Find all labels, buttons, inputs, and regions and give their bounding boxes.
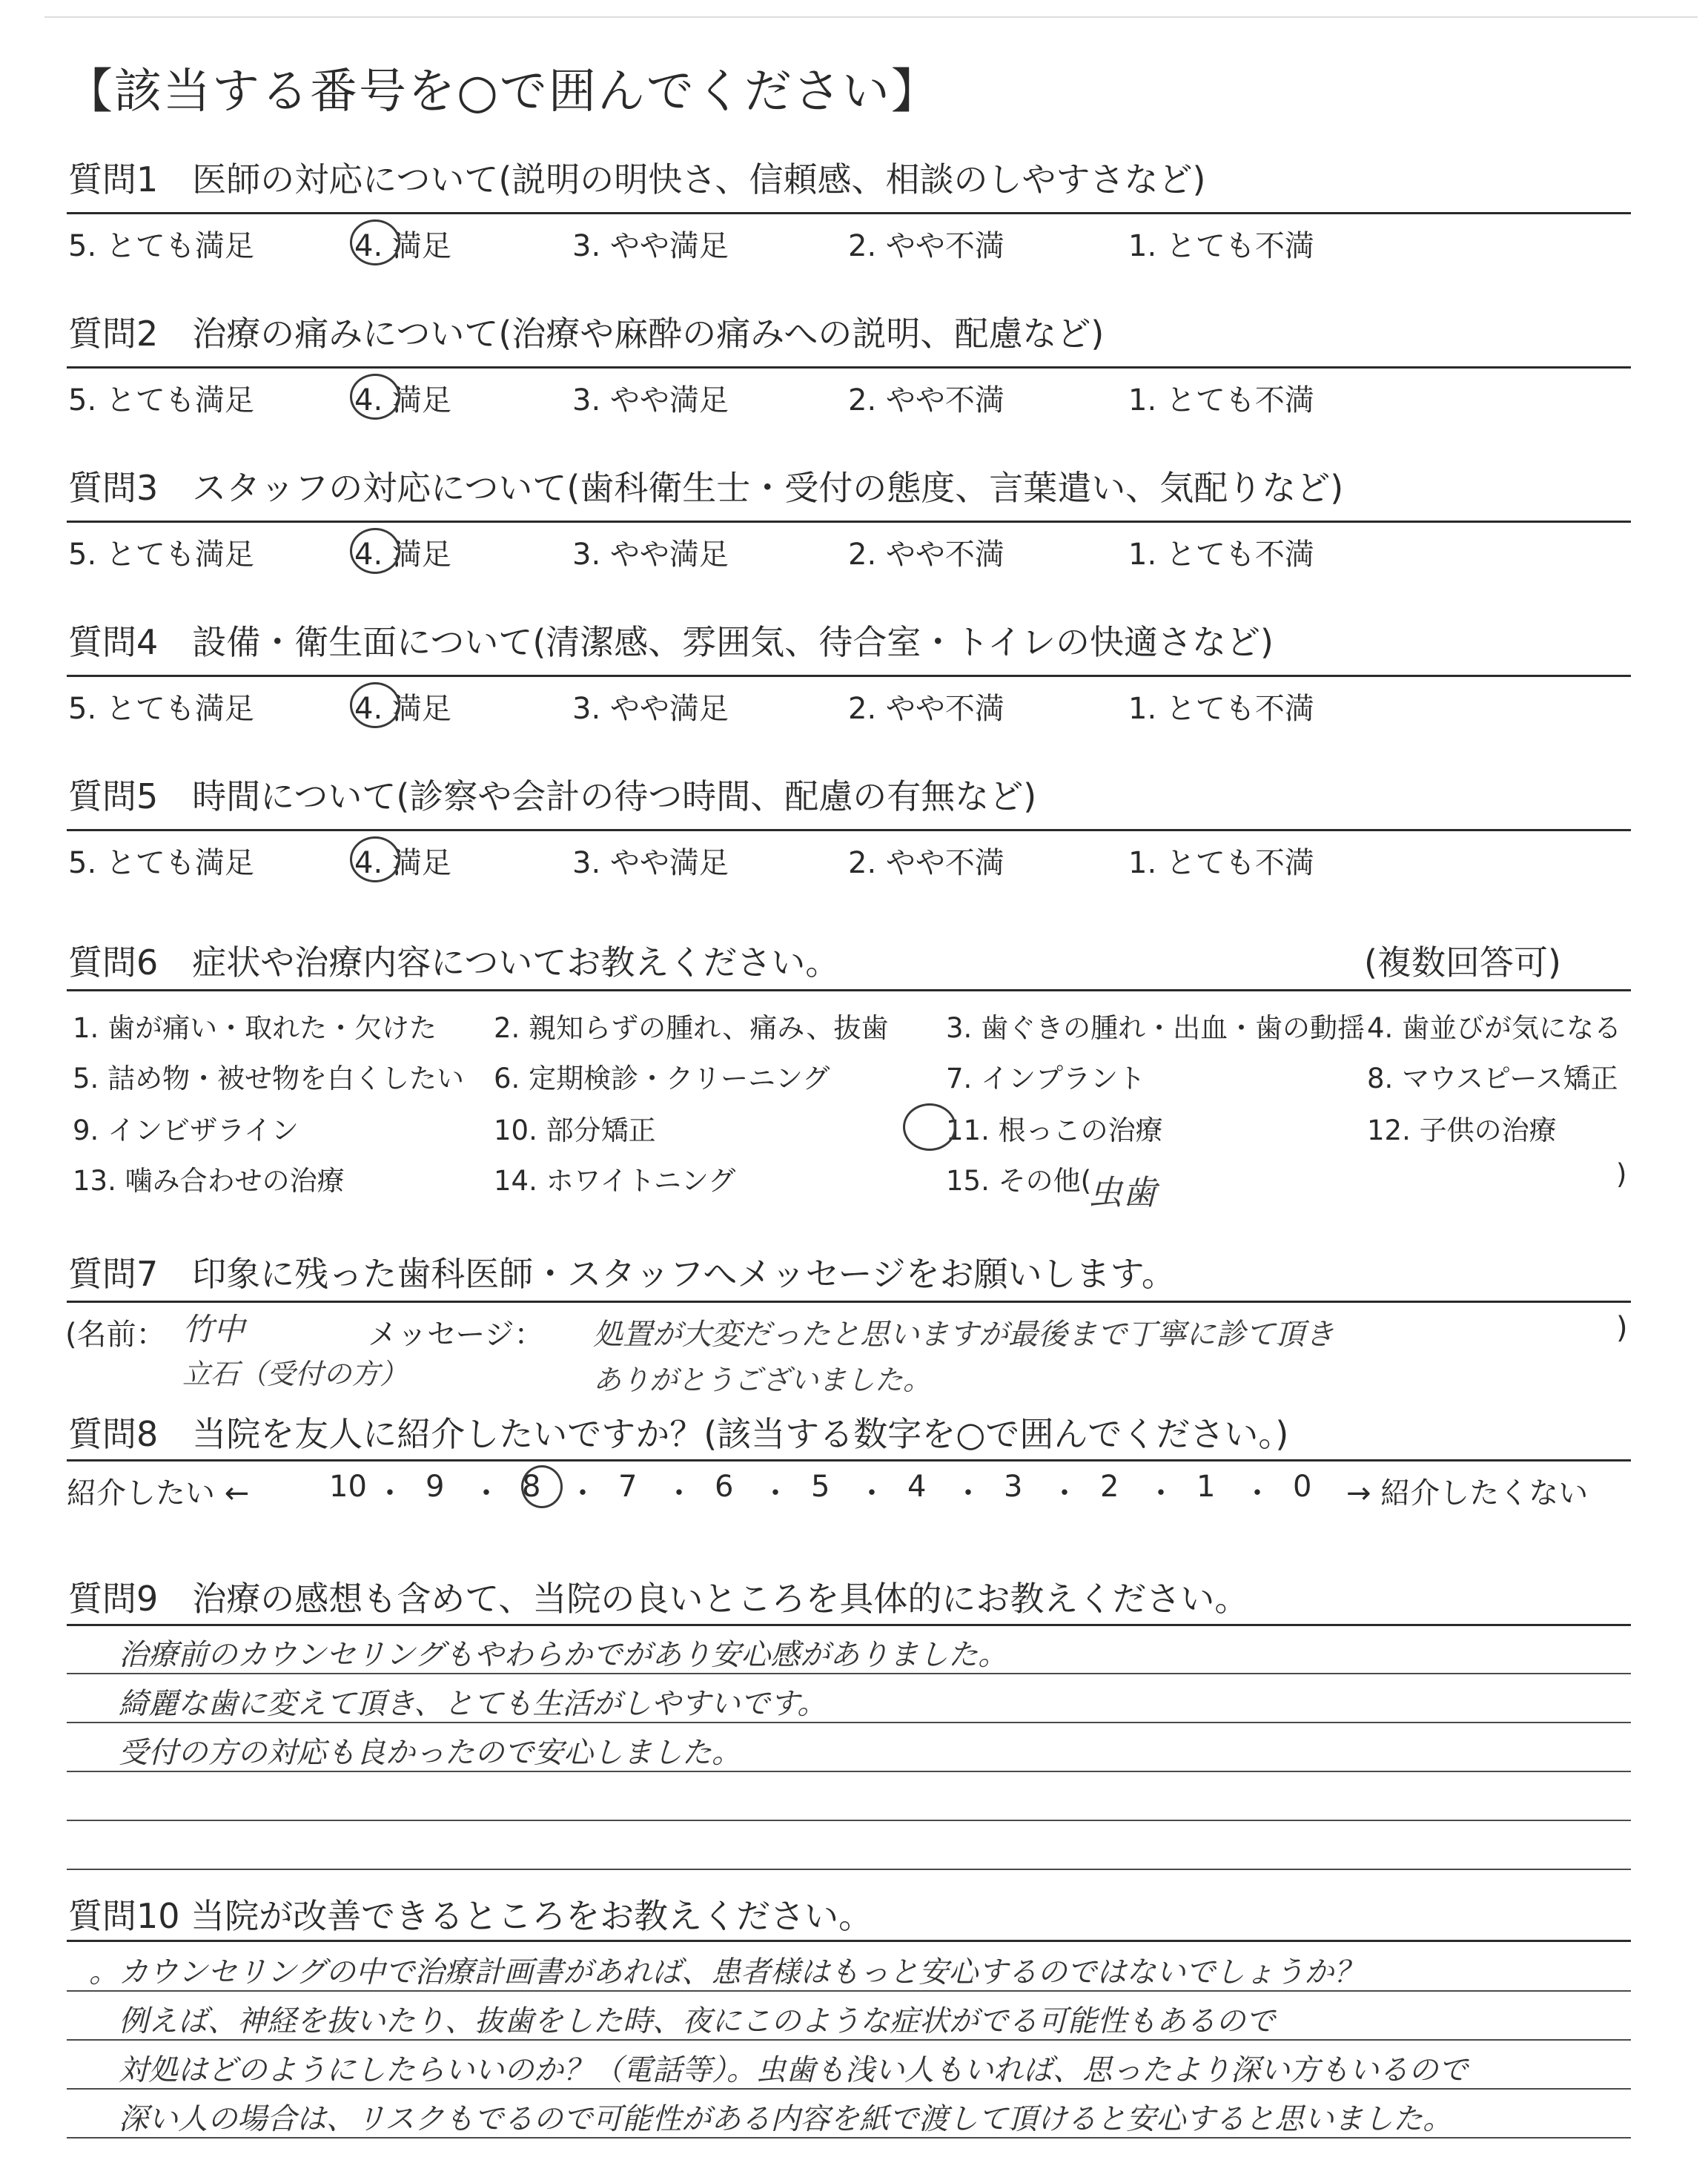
- q5-rule: [67, 829, 1631, 831]
- q4-option-4[interactable]: 4. 満足: [354, 692, 451, 726]
- q2-title: 質問2 治療の痛みについて(治療や麻酔の痛みへの説明、配慮など): [68, 314, 1105, 354]
- q6-option-16: ): [1616, 1158, 1627, 1190]
- q8-scale-1[interactable]: 1: [1196, 1470, 1216, 1504]
- page-heading: 【該当する番号を○で囲んでください】: [65, 65, 940, 119]
- q3-option-3[interactable]: 3. やや満足: [572, 538, 729, 572]
- q8-scale-3[interactable]: 3: [1004, 1470, 1023, 1504]
- q7-name-line2: 立石（受付の方）: [182, 1358, 408, 1390]
- q9-answer-line: 治療前のカウンセリングもやわらかでがあり安心感がありました。: [119, 1638, 1008, 1672]
- q5-option-2[interactable]: 2. やや不満: [848, 846, 1004, 880]
- q8-scale-separator: ・: [664, 1476, 694, 1510]
- q2-rule: [67, 366, 1631, 369]
- q1-option-5[interactable]: 5. とても満足: [68, 229, 254, 263]
- q8-title: 質問8 当院を友人に紹介したいですか？(該当する数字を○で囲んでください。): [68, 1414, 1289, 1454]
- q2-option-3[interactable]: 3. やや満足: [572, 383, 729, 417]
- q5-option-4[interactable]: 4. 満足: [354, 846, 451, 880]
- q9-rule: [67, 1624, 1631, 1626]
- q8-right-label: → 紹介したくない: [1346, 1476, 1589, 1510]
- q8-scale-4[interactable]: 4: [907, 1470, 927, 1504]
- q7-message-line1: 処置が大変だったと思いますが最後まで丁寧に診て頂き: [593, 1318, 1334, 1352]
- q6-option-9[interactable]: 9. インビザライン: [73, 1114, 299, 1146]
- q9-title: 質問9 治療の感想も含めて、当院の良いところを具体的にお教えください。: [68, 1579, 1249, 1619]
- q6-option-1[interactable]: 1. 歯が痛い・取れた・欠けた: [73, 1012, 437, 1044]
- q1-option-4[interactable]: 4. 満足: [354, 229, 451, 263]
- q9-answer-line: 受付の方の対応も良かったので安心しました。: [119, 1736, 741, 1770]
- q8-scale-row: [67, 1470, 1631, 1511]
- q6-option-8[interactable]: 8. マウスピース矯正: [1367, 1063, 1618, 1094]
- q9-ruled-line: [67, 1673, 1631, 1674]
- q8-scale-separator: ・: [375, 1476, 405, 1510]
- q5-title: 質問5 時間について(診察や会計の待つ時間、配慮の有無など): [68, 776, 1037, 816]
- q3-title: 質問3 スタッフの対応について(歯科衛生士・受付の態度、言葉遣い、気配りなど): [68, 468, 1344, 508]
- q1-option-1[interactable]: 1. とても不満: [1128, 229, 1314, 263]
- q5-option-3[interactable]: 3. やや満足: [572, 846, 729, 880]
- q3-selection-circle: [350, 528, 400, 574]
- q4-option-2[interactable]: 2. やや不満: [848, 692, 1004, 726]
- q10-answer-line: 例えば、神経を抜いたり、抜歯をした時、夜にこのような症状がでる可能性もあるので: [119, 2004, 1275, 2038]
- q9-ruled-line: [67, 1820, 1631, 1821]
- q3-option-5[interactable]: 5. とても満足: [68, 538, 254, 572]
- q1-option-2[interactable]: 2. やや不満: [848, 229, 1004, 263]
- q6-option-5[interactable]: 5. 詰め物・被せ物を白くしたい: [73, 1063, 465, 1094]
- q9-ruled-line: [67, 1771, 1631, 1772]
- q4-rule: [67, 675, 1631, 677]
- q8-scale-5[interactable]: 5: [811, 1470, 830, 1504]
- q2-option-1[interactable]: 1. とても不満: [1128, 383, 1314, 417]
- q8-selection-circle: [521, 1465, 563, 1508]
- q7-message-label: メッセージ：: [368, 1318, 544, 1352]
- q10-ruled-line: [67, 2039, 1631, 2041]
- q8-scale-9[interactable]: 9: [426, 1470, 445, 1504]
- top-border: [44, 16, 1698, 18]
- q2-option-5[interactable]: 5. とても満足: [68, 383, 254, 417]
- q7-message-line2: ありがとうございました。: [593, 1364, 932, 1396]
- q3-rule: [67, 521, 1631, 523]
- q7-close-paren: ): [1616, 1311, 1628, 1345]
- q7-name-line1: 竹中: [182, 1311, 245, 1347]
- q6-option-3[interactable]: 3. 歯ぐきの腫れ・出血・歯の動揺: [946, 1012, 1366, 1044]
- q8-scale-8[interactable]: 8: [522, 1470, 541, 1504]
- q10-rule: [67, 1940, 1631, 1942]
- q7-title: 質問7 印象に残った歯科医師・スタッフへメッセージをお願いします。: [68, 1254, 1176, 1294]
- q8-scale-separator: ・: [953, 1476, 983, 1510]
- q8-scale-0[interactable]: 0: [1293, 1470, 1312, 1504]
- q10-answer-line: 。カウンセリングの中で治療計画書があれば、患者様はもっと安心するのではないでしょうか？: [89, 1955, 1364, 1989]
- q8-left-label: 紹介したい ←: [67, 1476, 250, 1510]
- q10-ruled-line: [67, 1990, 1631, 1992]
- q5-option-1[interactable]: 1. とても不満: [1128, 846, 1314, 880]
- q7-rule: [67, 1301, 1631, 1303]
- q5-selection-circle: [350, 836, 400, 882]
- q8-scale-6[interactable]: 6: [715, 1470, 734, 1504]
- q6-other-text: 虫歯: [1088, 1172, 1156, 1212]
- q8-scale-separator: ・: [471, 1476, 501, 1510]
- q10-ruled-line: [67, 2088, 1631, 2090]
- q1-title: 質問1 医師の対応について(説明の明快さ、信頼感、相談のしやすさなど): [68, 159, 1206, 199]
- q6-option-10[interactable]: 10. 部分矯正: [494, 1114, 656, 1146]
- q6-selection-circle: [903, 1103, 956, 1151]
- q8-rule: [67, 1459, 1631, 1462]
- q8-scale-10[interactable]: 10: [329, 1470, 367, 1504]
- q9-answer-line: 綺麗な歯に変えて頂き、とても生活がしやすいです。: [119, 1687, 827, 1721]
- q2-option-2[interactable]: 2. やや不満: [848, 383, 1004, 417]
- q10-ruled-line: [67, 2137, 1631, 2138]
- q6-rule: [67, 989, 1631, 991]
- q6-option-2[interactable]: 2. 親知らずの腫れ、痛み、抜歯: [494, 1012, 889, 1044]
- q5-option-5[interactable]: 5. とても満足: [68, 846, 254, 880]
- q8-scale-separator: ・: [857, 1476, 887, 1510]
- q9-ruled-line: [67, 1869, 1631, 1870]
- q6-option-14[interactable]: 14. ホワイトニング: [494, 1165, 736, 1197]
- q8-scale-separator: ・: [1242, 1476, 1272, 1510]
- q10-title: 質問10 当院が改善できるところをお教えください。: [68, 1896, 873, 1936]
- q6-option-11[interactable]: 11. 根っこの治療: [946, 1114, 1163, 1146]
- q6-option-7[interactable]: 7. インプラント: [946, 1063, 1146, 1094]
- q4-option-3[interactable]: 3. やや満足: [572, 692, 729, 726]
- q6-option-6[interactable]: 6. 定期検診・クリーニング: [494, 1063, 830, 1094]
- q8-scale-2[interactable]: 2: [1100, 1470, 1119, 1504]
- q6-note: (複数回答可): [1364, 942, 1561, 982]
- q2-selection-circle: [350, 374, 400, 420]
- q10-answer-line: 対処はどのようにしたらいいのか？（電話等）。虫歯も浅い人もいれば、思ったより深い方もいるので: [119, 2053, 1468, 2087]
- q10-answer-line: 深い人の場合は、リスクもでるので可能性がある内容を紙で渡して頂けると安心すると思いました。: [119, 2102, 1453, 2136]
- q8-scale-separator: ・: [1050, 1476, 1079, 1510]
- q8-scale-separator: ・: [568, 1476, 598, 1510]
- q3-option-1[interactable]: 1. とても不満: [1128, 538, 1314, 572]
- q8-scale-separator: ・: [761, 1476, 790, 1510]
- q2-option-4[interactable]: 4. 満足: [354, 383, 451, 417]
- q4-option-5[interactable]: 5. とても満足: [68, 692, 254, 726]
- q8-scale-7[interactable]: 7: [618, 1470, 638, 1504]
- q6-option-4[interactable]: 4. 歯並びが気になる: [1367, 1012, 1622, 1044]
- q4-title: 質問4 設備・衛生面について(清潔感、雰囲気、待合室・トイレの快適さなど): [68, 622, 1274, 662]
- q6-title: 質問6 症状や治療内容についてお教えください。: [68, 942, 840, 982]
- q1-option-3[interactable]: 3. やや満足: [572, 229, 729, 263]
- q9-ruled-line: [67, 1722, 1631, 1723]
- q8-scale-separator: ・: [1146, 1476, 1176, 1510]
- q6-option-13[interactable]: 13. 噛み合わせの治療: [73, 1165, 345, 1197]
- q7-name-label: (名前：: [65, 1318, 166, 1352]
- q4-selection-circle: [350, 682, 400, 728]
- q4-option-1[interactable]: 1. とても不満: [1128, 692, 1314, 726]
- q1-selection-circle: [350, 219, 400, 265]
- q1-rule: [67, 212, 1631, 214]
- q6-option-15[interactable]: 15. その他(: [946, 1165, 1092, 1197]
- q3-option-2[interactable]: 2. やや不満: [848, 538, 1004, 572]
- q3-option-4[interactable]: 4. 満足: [354, 538, 451, 572]
- q6-option-12[interactable]: 12. 子供の治療: [1367, 1114, 1557, 1146]
